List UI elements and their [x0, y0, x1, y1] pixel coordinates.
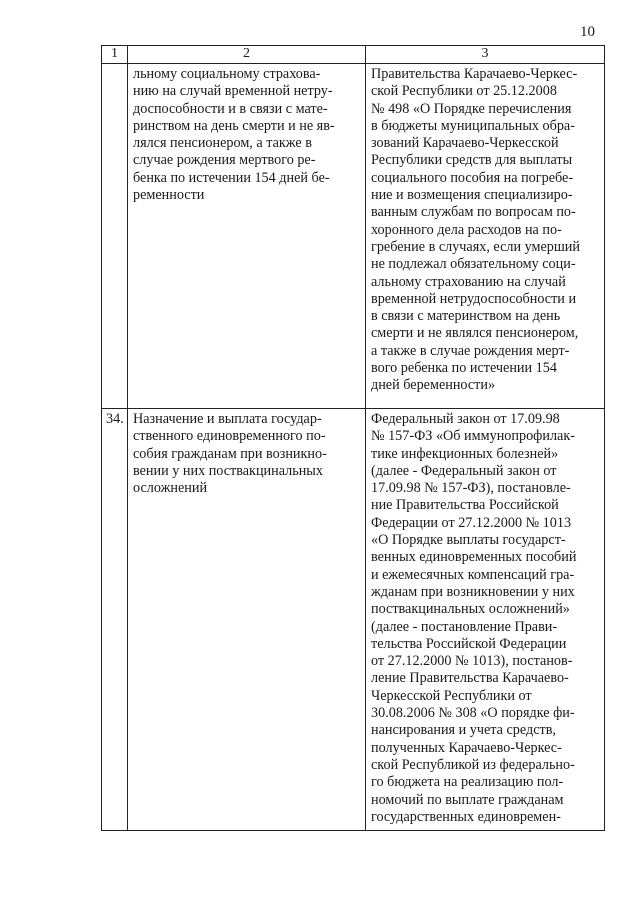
- row-number: 34.: [102, 409, 128, 831]
- page-number: 10: [580, 24, 595, 40]
- service-name-cell: льному социальному страхова- нию на случай временной нетру- доспособности и в связи с мате- ринством на день смерти и не яв- лялся пенсионером, а также в случае рождения мертвого ре- бенка по истечении 154 дней бе- ременности: [128, 64, 366, 409]
- table-row: [102, 409, 605, 831]
- legal-basis-cell: Правительства Карачаево-Черкес- ской Республики от 25.12.2008 № 498 «О Порядке перечисления в бюджеты муниципальных обра- зований Карачаево-Черкесской Республики средств для выплаты социального пособия на погребе- ние и возмещения специализиро- ванным службам по вопросам по- хоронного дела расходов на по- гребение в случаях, если умерший не подлежал обязательному соци- альному страхованию на случай временной нетрудоспособности и в связи с материнством на день смерти и не являлся пенсионером, а также в случае рождения мерт- вого ребенка по истечении 154 дней беременности»: [366, 64, 605, 409]
- table-header-row: [102, 46, 605, 64]
- service-name-cell: Назначение и выплата государ- ственного единовременного по- собия гражданам при возникно- вении у них поствакцинальных осложнений: [128, 409, 366, 831]
- table-row: [102, 64, 605, 409]
- header-col-1: 1: [102, 46, 128, 64]
- services-table: [101, 45, 605, 831]
- legal-basis-cell: Федеральный закон от 17.09.98 № 157-ФЗ «Об иммунопрофилак- тике инфекционных болезней» (далее - Федеральный закон от 17.09.98 № 157-ФЗ), постановле- ние Правительства Российской Федерации от 27.12.2000 № 1013 «О Порядке выплаты государст- венных единовременных пособий и ежемесячных компенсаций гра- жданам при возникновении у них поствакцинальных осложнений» (далее - постановление Прави- тельства Российской Федерации от 27.12.2000 № 1013), постанов- ление Правительства Карачаево- Черкесской Республики от 30.08.2006 № 308 «О порядке фи- нансирования и учета средств, полученных Карачаево-Черкес- ской Республикой из федерально- го бюджета на реализацию пол- номочий по выплате гражданам государственных единовремен-: [366, 409, 605, 831]
- row-number: [102, 64, 128, 409]
- header-col-3: 3: [366, 46, 605, 64]
- header-col-2: 2: [128, 46, 366, 64]
